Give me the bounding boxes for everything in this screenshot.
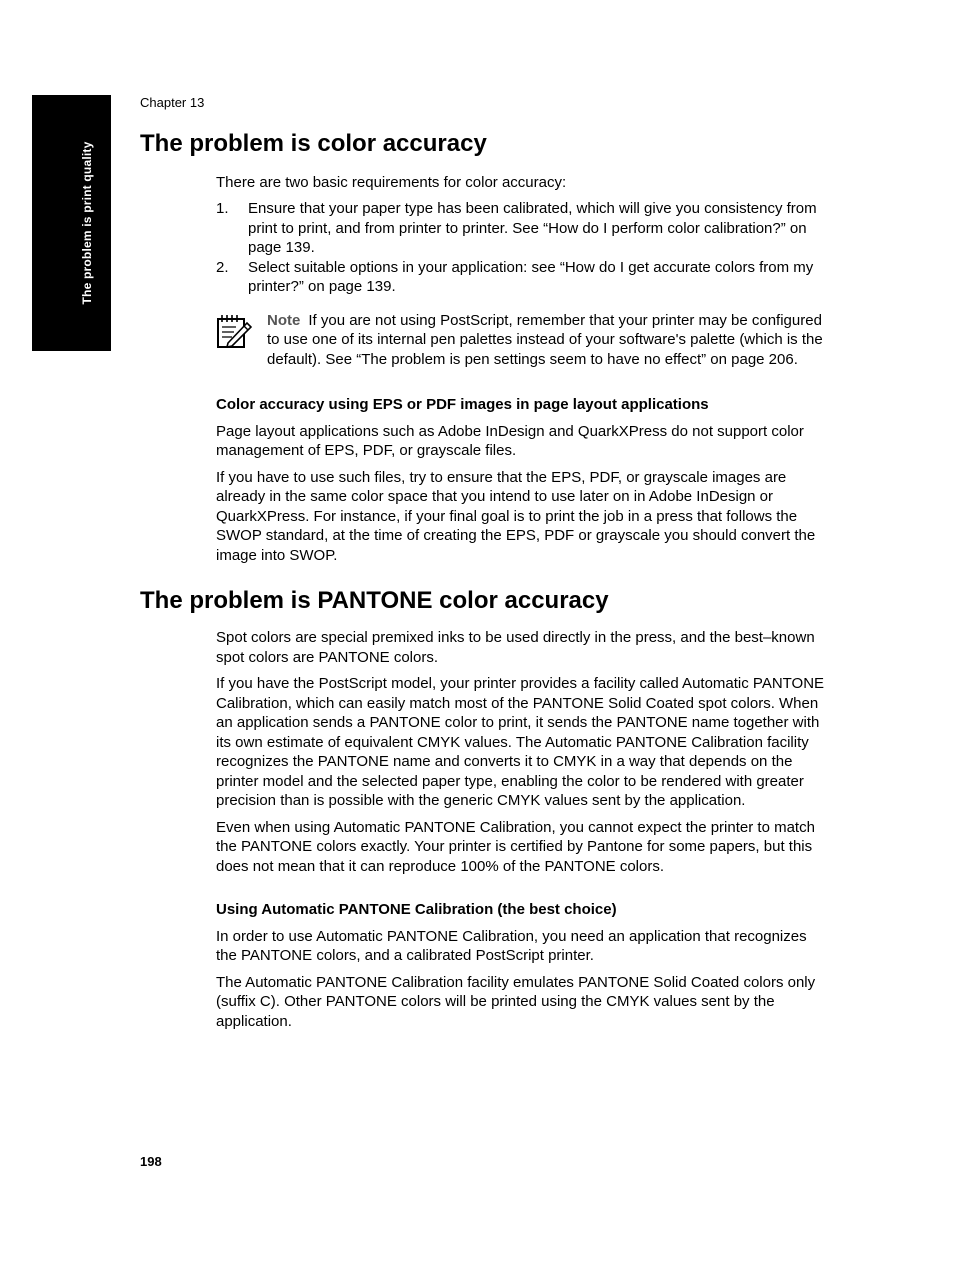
chapter-side-tab: [32, 95, 111, 351]
note-label: Note: [267, 311, 301, 329]
list-item-text: Select suitable options in your application: see “How do I get accurate colors from my printer?” on page 139.: [248, 258, 814, 296]
section-title-pantone-accuracy: The problem is PANTONE color accuracy: [140, 587, 609, 615]
section-body-pantone-accuracy: [216, 628, 826, 1031]
list-item: [216, 258, 826, 297]
note-text: If you are not using PostScript, remember that your printer may be configured to use one of its internal pen palettes instead of your software's palette (which is the default). See “The problem is pen settings seem to have no effect” on page 206.: [267, 311, 823, 368]
chapter-header: Chapter 13: [140, 95, 205, 110]
requirements-list: [216, 199, 826, 297]
subsection-title-eps-pdf: Color accuracy using EPS or PDF images in page layout applications: [216, 396, 709, 414]
paragraph: In order to use Automatic PANTONE Calibration, you need an application that recognizes the PANTONE colors, and a calibrated PostScript printer.: [216, 927, 807, 965]
page-content: [140, 130, 830, 1038]
list-item-text: Ensure that your paper type has been calibrated, which will give you consistency from print to print, and from printer to printer. See “How do I perform color calibration?” on page 139.: [248, 200, 817, 257]
section-body-color-accuracy: [216, 173, 826, 566]
subsection-title-automatic-pantone: Using Automatic PANTONE Calibration (the best choice): [216, 901, 617, 919]
paragraph: The Automatic PANTONE Calibration facility emulates PANTONE Solid Coated colors only (suffix C). Other PANTONE colors will be printed using the CMYK values sent by the application.: [216, 973, 816, 1030]
paragraph: Spot colors are special premixed inks to be used directly in the press, and the best–known spot colors are PANTONE colors.: [216, 629, 815, 666]
list-item-number: 2.: [216, 258, 229, 276]
note-box: [216, 311, 826, 370]
section-title-color-accuracy: The problem is color accuracy: [140, 130, 487, 157]
paragraph: Page layout applications such as Adobe InDesign and QuarkXPress do not support color management of EPS, PDF, or grayscale files.: [216, 422, 804, 460]
paragraph: Even when using Automatic PANTONE Calibration, you cannot expect the printer to match the PANTONE colors exactly. Your printer is certified by Pantone for some papers, but this does not mean that it can reproduce 100% of the PANTONE colors.: [216, 818, 815, 875]
list-item-number: 1.: [216, 200, 229, 218]
list-item: [216, 199, 826, 258]
side-tab-label: The problem is print quality: [80, 141, 94, 305]
note-pad-icon: [216, 313, 252, 349]
intro-paragraph: There are two basic requirements for color accuracy:: [216, 173, 567, 191]
page-number: 198: [140, 1154, 162, 1169]
note-paragraph: [267, 311, 826, 370]
paragraph: If you have to use such files, try to ensure that the EPS, PDF, or grayscale images are already in the same color space that you intend to use later on in Adobe InDesign or QuarkXPress. For instance, if your final goal is to print the job in a press that follows the SWOP standard, at the time of creating the EPS, PDF or grayscale you should convert the image into SWOP.: [216, 468, 816, 564]
paragraph: If you have the PostScript model, your printer provides a facility called Automatic PANTONE Calibration, which can easily match most of the PANTONE Solid Coated spot colors. When an application sends a PANTONE color to print, it sends the PANTONE name together with its own estimate of equivalent CMYK values. The Automatic PANTONE Calibration facility recognizes the PANTONE name and converts it to CMYK in a way that depends on the printer model and the selected paper type, enabling the color to be rendered with greater precision than is possible with the generic CMYK values sent by the application.: [216, 675, 825, 810]
